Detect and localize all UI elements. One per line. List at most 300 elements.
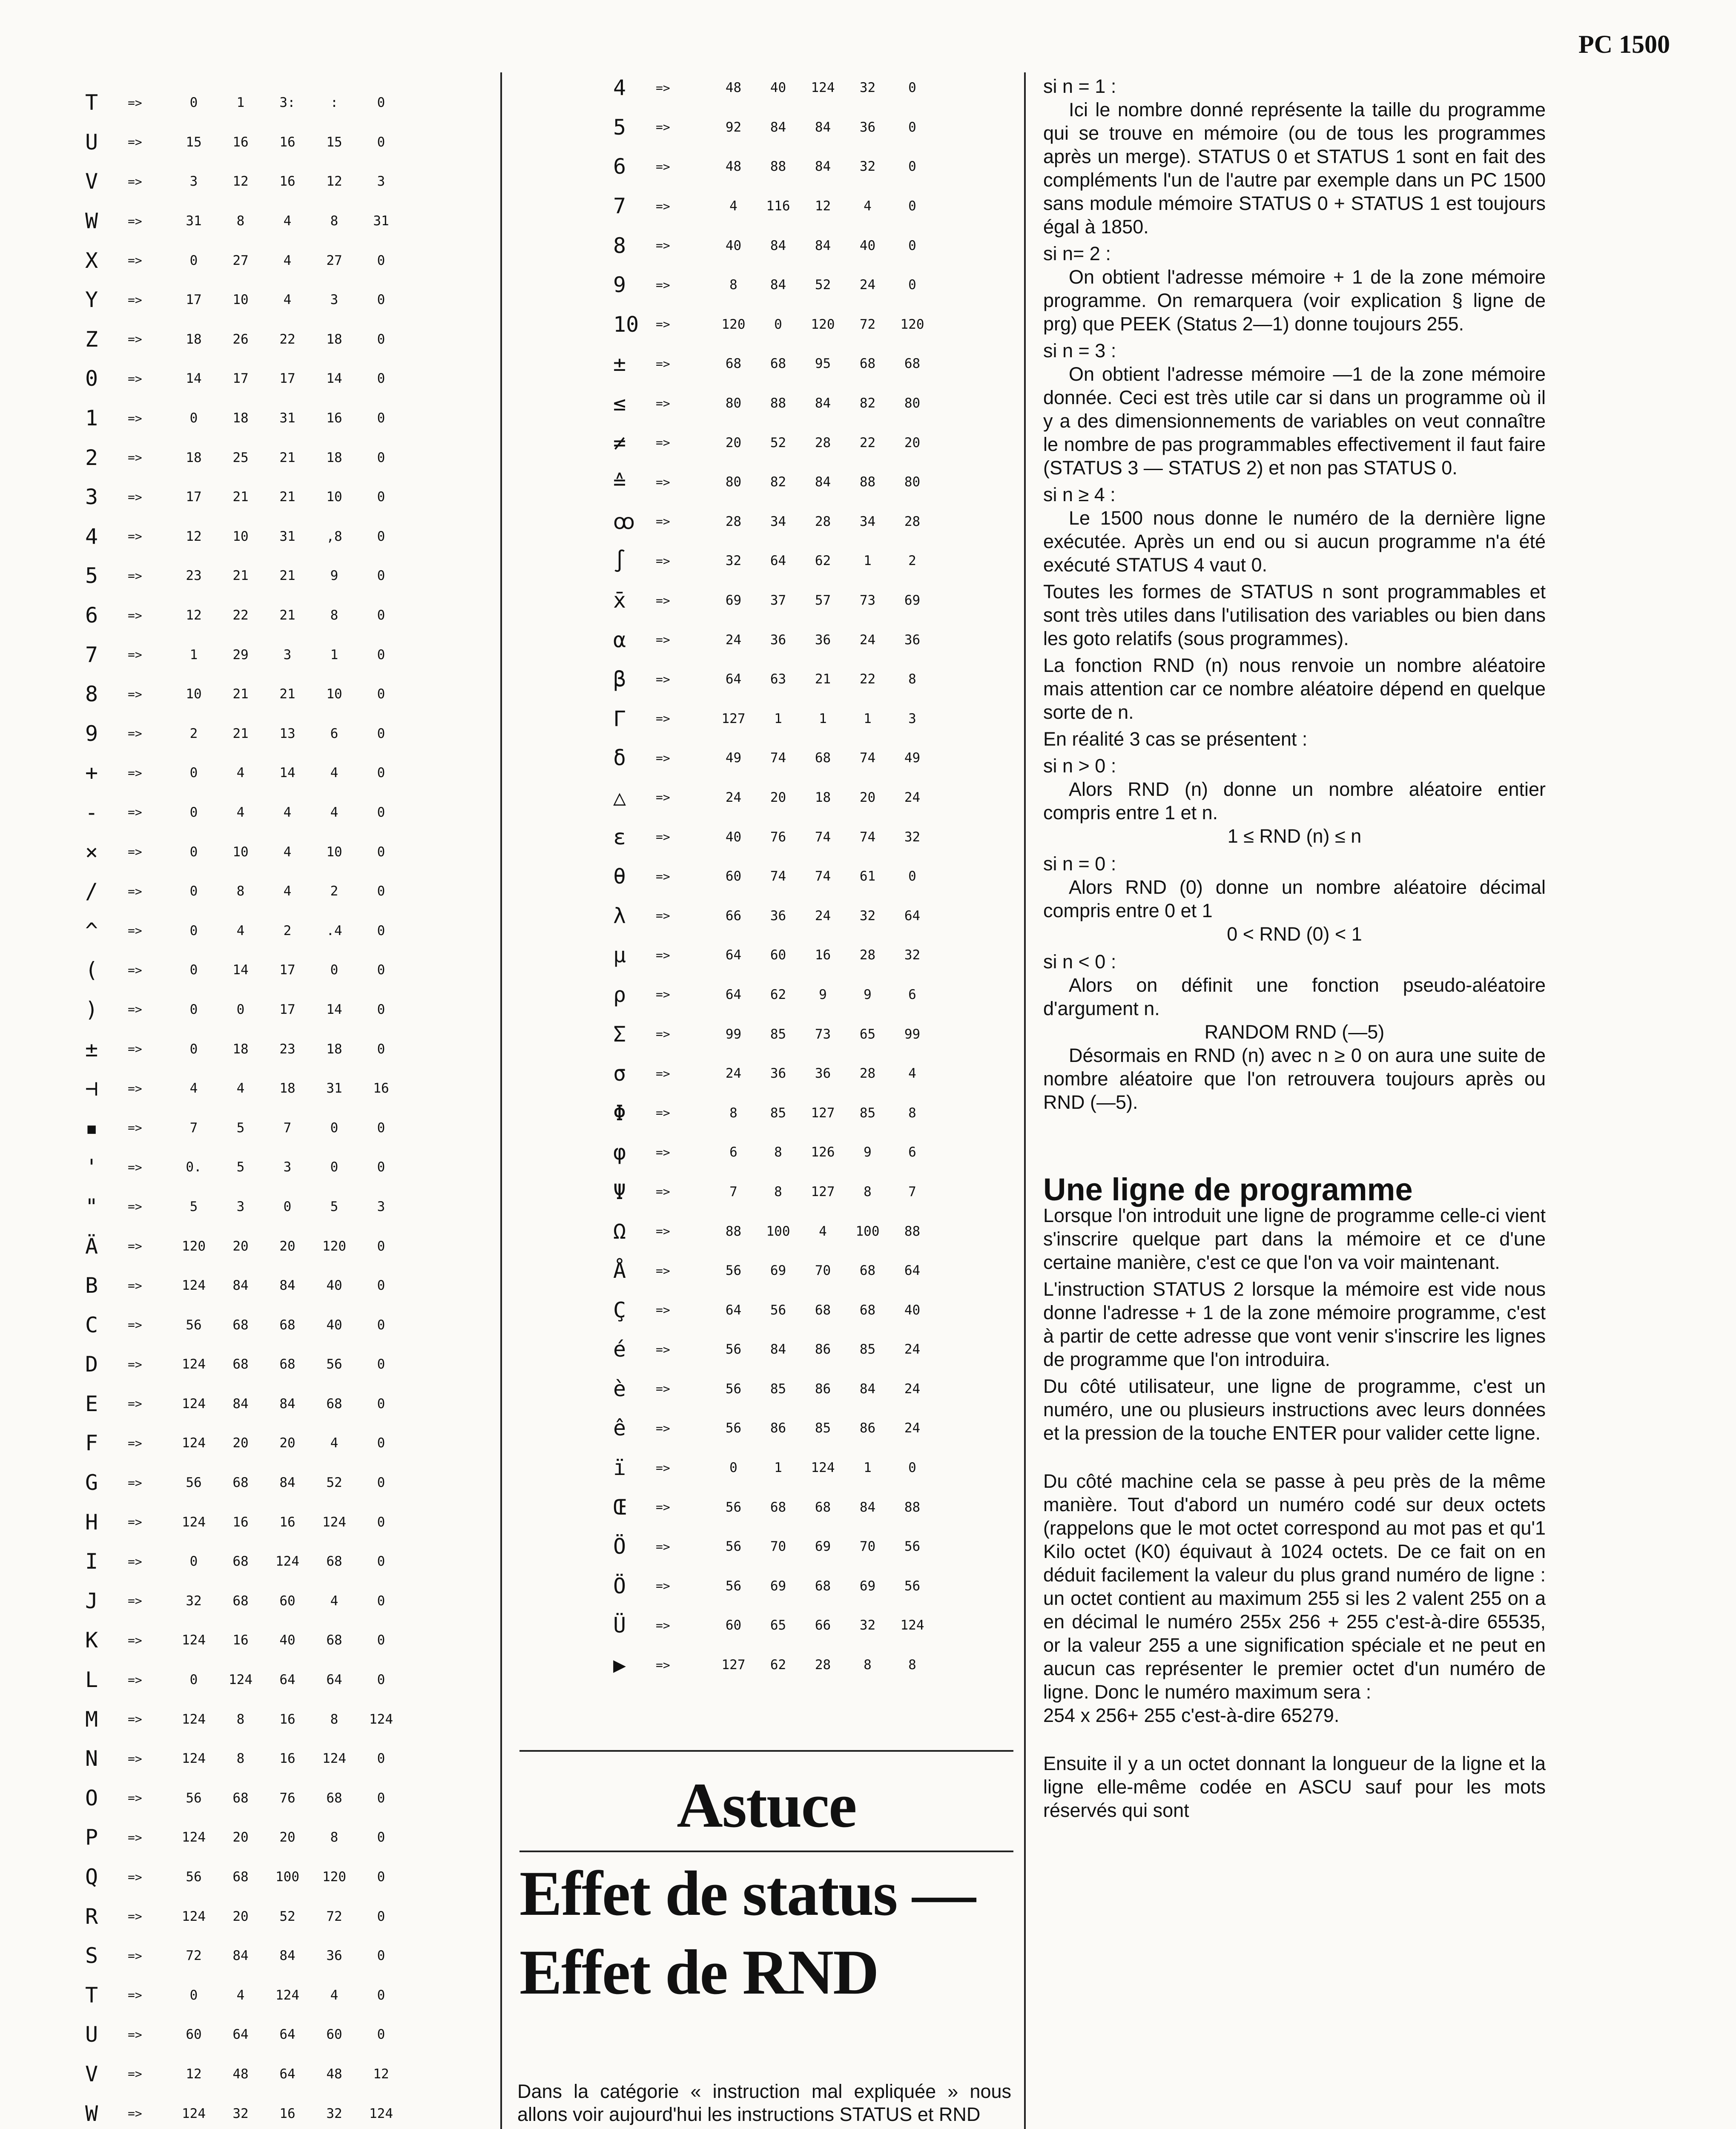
- dump-arrow: =>: [656, 790, 670, 805]
- dump-row: [85, 1029, 494, 1069]
- dump-value: 0.: [186, 1159, 202, 1175]
- dump-value: 16: [279, 174, 296, 189]
- dump-value: 28: [815, 514, 831, 529]
- formula: 1 ≤ RND (n) ≤ n: [1227, 825, 1362, 847]
- dump-char: C: [85, 1312, 98, 1337]
- dump-value: 0: [908, 80, 916, 96]
- dump-value: 0: [908, 238, 916, 253]
- dump-arrow: =>: [128, 1673, 142, 1687]
- dump-value: 84: [279, 1278, 296, 1294]
- dump-value: 66: [815, 1618, 831, 1633]
- dump-value: 80: [904, 396, 921, 411]
- dump-arrow: =>: [128, 1909, 142, 1924]
- dump-value: 68: [904, 356, 921, 372]
- dump-value: 0: [377, 292, 385, 308]
- dump-value: 127: [811, 1105, 835, 1121]
- dump-value: 0: [377, 1672, 385, 1688]
- dump-value: 84: [279, 1475, 296, 1491]
- dump-arrow: =>: [128, 490, 142, 504]
- dump-value: 7: [189, 1120, 198, 1136]
- case-body: On obtient l'adresse mémoire + 1 de la zone mémoire programme. On remarquera (voir explication § ligne de prg) que PEEK (Status 2—1) donne toujours 255.: [1043, 266, 1546, 335]
- dump-value: 68: [815, 1499, 831, 1515]
- dump-value: 10: [326, 686, 342, 702]
- dump-row: [85, 1108, 494, 1148]
- dump-char: ≠: [613, 430, 626, 455]
- dump-row: [85, 832, 494, 872]
- dump-value: 40: [904, 1302, 921, 1318]
- case-body: Alors on définit une fonction pseudo-aléatoire d'argument n.: [1043, 974, 1546, 1019]
- dump-value: 12: [326, 174, 342, 189]
- dump-value: 10: [232, 292, 249, 308]
- dump-value: 4: [236, 923, 245, 938]
- dump-value: 10: [326, 844, 342, 860]
- dump-value: 8: [236, 213, 245, 229]
- dump-value: 127: [811, 1184, 835, 1199]
- dump-value: 36: [770, 1066, 786, 1082]
- dump-char: ≙: [613, 470, 626, 495]
- dump-value: 86: [815, 1342, 831, 1357]
- dump-value: 84: [859, 1499, 876, 1515]
- dump-value: 68: [859, 356, 876, 372]
- dump-value: 17: [186, 292, 202, 308]
- dump-value: 84: [815, 474, 831, 490]
- dump-value: 0: [377, 844, 385, 860]
- dump-arrow: =>: [656, 80, 670, 95]
- dump-value: 37: [770, 593, 786, 608]
- dump-row: [85, 241, 494, 280]
- dump-value: 8: [236, 1711, 245, 1727]
- case-head: si n = 1 :: [1043, 75, 1116, 97]
- dump-arrow: =>: [128, 687, 142, 701]
- dump-row: [85, 1148, 494, 1187]
- dump-value: 29: [232, 647, 249, 663]
- dump-value: 127: [721, 711, 746, 726]
- dump-value: 88: [904, 1499, 921, 1515]
- dump-char: L: [85, 1667, 98, 1693]
- dump-value: 72: [859, 316, 876, 332]
- dump-value: 65: [770, 1618, 786, 1633]
- dump-arrow: =>: [656, 1224, 670, 1239]
- article-title-line2: Effet de RND: [519, 1937, 878, 2008]
- dump-arrow: =>: [128, 253, 142, 268]
- dump-arrow: =>: [656, 1579, 670, 1593]
- dump-value: 8: [774, 1145, 782, 1160]
- dump-value: 6: [330, 726, 339, 741]
- dump-value: 64: [279, 1672, 296, 1688]
- dump-row: [613, 581, 937, 620]
- dump-value: 36: [770, 632, 786, 648]
- dump-value: 1: [774, 711, 782, 726]
- dump-value: 7: [283, 1120, 292, 1136]
- dump-value: 68: [770, 356, 786, 372]
- dump-row: [613, 187, 937, 226]
- dump-value: 56: [725, 1578, 742, 1594]
- dump-arrow: =>: [128, 924, 142, 938]
- dump-row: [85, 399, 494, 438]
- dump-char: O: [85, 1785, 98, 1811]
- dump-arrow: =>: [128, 2067, 142, 2081]
- dump-value: 0: [377, 1751, 385, 1767]
- dump-value: 0: [908, 198, 916, 214]
- dump-row: [85, 793, 494, 832]
- dump-value: 84: [770, 238, 786, 253]
- dump-value: 69: [815, 1539, 831, 1555]
- dump-char: D: [85, 1352, 98, 1377]
- dump-arrow: =>: [128, 1515, 142, 1529]
- dump-arrow: =>: [128, 214, 142, 228]
- dump-value: 124: [182, 1633, 206, 1648]
- dump-value: 12: [373, 2066, 389, 2082]
- intro-paragraph: Dans la catégorie « instruction mal expliquée » nous allons voir aujourd'hui les instructions STATUS et RND: [517, 2080, 1011, 2125]
- dump-value: 0: [377, 371, 385, 387]
- dump-value: 0: [377, 1514, 385, 1530]
- dump-char: 4: [613, 75, 626, 100]
- dump-row: [85, 1857, 494, 1897]
- dump-row: [85, 990, 494, 1030]
- dump-row: [85, 1463, 494, 1503]
- dump-value: 69: [859, 1578, 876, 1594]
- dump-arrow: =>: [128, 1870, 142, 1884]
- dump-value: 3: [283, 1159, 292, 1175]
- dump-value: 20: [279, 1238, 296, 1254]
- dump-value: 88: [859, 474, 876, 490]
- dump-value: 20: [232, 1908, 249, 1924]
- dump-value: 16: [279, 1514, 296, 1530]
- dump-char: 5: [85, 563, 98, 588]
- dump-row: [613, 1645, 937, 1685]
- dump-value: 56: [725, 1263, 742, 1279]
- dump-value: 4: [819, 1223, 827, 1239]
- dump-value: 23: [186, 568, 202, 584]
- dump-value: 24: [904, 1420, 921, 1436]
- dump-row: [85, 1976, 494, 2015]
- dump-arrow: =>: [128, 1081, 142, 1096]
- dump-value: 56: [725, 1539, 742, 1555]
- dump-value: 1: [236, 95, 245, 111]
- dump-value: 1: [330, 647, 339, 663]
- dump-value: 8: [330, 1711, 339, 1727]
- dump-arrow: =>: [128, 1475, 142, 1490]
- dump-value: 0: [377, 1475, 385, 1491]
- dump-row: [613, 778, 937, 818]
- dump-value: 18: [279, 1081, 296, 1096]
- dump-char: Ö: [613, 1573, 626, 1598]
- dump-arrow: =>: [656, 1185, 670, 1199]
- dump-value: 68: [232, 1554, 249, 1569]
- dump-value: 84: [770, 119, 786, 135]
- article-heading: [519, 1750, 1013, 2010]
- dump-row: [85, 1502, 494, 1542]
- heading-rule-top: [519, 1750, 1013, 1752]
- dump-row: [85, 1226, 494, 1266]
- dump-char: -: [85, 800, 98, 825]
- dump-value: 0: [377, 1908, 385, 1924]
- dump-value: 124: [182, 2106, 206, 2121]
- dump-arrow: =>: [128, 1554, 142, 1569]
- dump-row: [85, 517, 494, 557]
- dump-value: 0: [377, 331, 385, 347]
- dump-row: [85, 596, 494, 635]
- dump-value: 124: [182, 1396, 206, 1412]
- dump-value: 64: [232, 2027, 249, 2043]
- dump-value: 85: [770, 1026, 786, 1042]
- dump-value: 68: [279, 1317, 296, 1333]
- dump-value: 69: [770, 1263, 786, 1279]
- dump-value: 16: [232, 1514, 249, 1530]
- dump-value: 32: [326, 2106, 342, 2121]
- case-head: si n = 0 :: [1043, 853, 1116, 875]
- dump-value: 0: [377, 1987, 385, 2003]
- dump-row: [613, 68, 937, 108]
- dump-value: 4: [908, 1066, 916, 1082]
- dump-char: 10: [613, 312, 639, 337]
- case-head: si n > 0 :: [1043, 755, 1116, 777]
- dump-value: 4: [236, 1987, 245, 2003]
- dump-value: 63: [770, 671, 786, 687]
- dump-arrow: =>: [128, 1042, 142, 1056]
- dump-value: 4: [189, 1081, 198, 1096]
- dump-value: 68: [326, 1554, 342, 1569]
- dump-arrow: =>: [128, 1948, 142, 1963]
- dump-value: 18: [815, 789, 831, 805]
- dump-value: 10: [232, 528, 249, 544]
- dump-value: 120: [811, 316, 835, 332]
- dump-arrow: =>: [128, 332, 142, 347]
- dump-arrow: =>: [128, 1160, 142, 1174]
- dump-value: 68: [326, 1790, 342, 1806]
- dump-char: Y: [85, 287, 98, 313]
- dump-value: 74: [859, 750, 876, 766]
- dump-value: 25: [232, 450, 249, 465]
- dump-row: [613, 1369, 937, 1409]
- dump-row: [85, 162, 494, 201]
- dump-value: 20: [232, 1238, 249, 1254]
- dump-value: 8: [908, 1657, 916, 1673]
- dump-arrow: =>: [128, 726, 142, 741]
- dump-arrow: =>: [128, 648, 142, 662]
- dump-value: 84: [770, 277, 786, 293]
- dump-char: 9: [613, 273, 626, 298]
- dump-value: 0: [774, 316, 782, 332]
- dump-value: 95: [815, 356, 831, 372]
- dump-value: 0: [908, 277, 916, 293]
- dump-char: ρ: [613, 982, 626, 1007]
- dump-arrow: =>: [656, 1539, 670, 1554]
- dump-value: 31: [326, 1081, 342, 1096]
- dump-row: [85, 1818, 494, 1857]
- dump-value: 0: [377, 568, 385, 584]
- dump-value: 20: [904, 435, 921, 450]
- dump-arrow: =>: [656, 1066, 670, 1081]
- article-intro: [517, 2080, 1011, 2129]
- dump-value: 88: [725, 1223, 742, 1239]
- dump-arrow: =>: [656, 396, 670, 410]
- dump-value: 0: [189, 1001, 198, 1017]
- dump-value: 57: [815, 593, 831, 608]
- dump-value: 32: [904, 947, 921, 963]
- dump-row: [613, 975, 937, 1015]
- dump-arrow: =>: [656, 554, 670, 568]
- dump-char: P: [85, 1825, 98, 1850]
- dump-value: 127: [721, 1657, 746, 1673]
- dump-row: [613, 620, 937, 660]
- dump-row: [613, 1527, 937, 1567]
- dump-char: V: [85, 2061, 98, 2086]
- dump-value: 120: [182, 1238, 206, 1254]
- dump-value: 124: [182, 1357, 206, 1372]
- dump-value: 21: [279, 450, 296, 465]
- dump-value: 0: [377, 1238, 385, 1254]
- dump-value: 3: [330, 292, 339, 308]
- dump-value: 20: [770, 789, 786, 805]
- dump-value: 0: [189, 252, 198, 268]
- dump-value: 85: [815, 1420, 831, 1436]
- dump-row: [613, 1330, 937, 1369]
- dump-row: [85, 1897, 494, 1936]
- dump-value: 68: [232, 1790, 249, 1806]
- dump-value: 68: [859, 1302, 876, 1318]
- dump-value: 84: [232, 1278, 249, 1294]
- dump-char: Ä: [85, 1234, 98, 1259]
- dump-row: [85, 320, 494, 359]
- dump-value: 24: [859, 277, 876, 293]
- dump-value: 68: [859, 1263, 876, 1279]
- dump-char: Q: [85, 1865, 98, 1890]
- dump-char: α: [613, 627, 626, 652]
- dump-value: 124: [182, 1278, 206, 1294]
- dump-value: 16: [373, 1081, 389, 1096]
- dump-value: 17: [279, 1001, 296, 1017]
- dump-row: [85, 911, 494, 950]
- dump-row: [85, 2094, 494, 2129]
- dump-arrow: =>: [128, 1751, 142, 1766]
- dump-value: 124: [182, 1711, 206, 1727]
- dump-char: Ψ: [613, 1179, 626, 1204]
- dump-char: ê: [613, 1416, 626, 1441]
- dump-arrow: =>: [128, 1712, 142, 1727]
- dump-value: 49: [725, 750, 742, 766]
- dump-row: [85, 1936, 494, 1976]
- dump-value: 20: [232, 1830, 249, 1845]
- dump-value: 24: [725, 632, 742, 648]
- dump-value: 4: [236, 765, 245, 781]
- dump-value: 74: [770, 869, 786, 884]
- dump-row: [613, 305, 937, 344]
- dump-value: 8: [330, 1830, 339, 1845]
- dump-value: 5: [189, 1199, 198, 1214]
- dump-value: 24: [725, 789, 742, 805]
- dump-char: U: [85, 129, 98, 155]
- dump-row: [613, 1014, 937, 1054]
- dump-value: 9: [819, 987, 827, 1002]
- dump-value: 17: [279, 962, 296, 978]
- dump-value: 21: [279, 686, 296, 702]
- column-rule-1: [500, 72, 502, 2129]
- dump-arrow: =>: [656, 948, 670, 962]
- dump-arrow: =>: [656, 909, 670, 923]
- dump-row: [613, 1290, 937, 1330]
- spacer: [1043, 1448, 1546, 1469]
- dump-value: 86: [815, 1381, 831, 1397]
- case-body: Alors RND (0) donne un nombre aléatoire décimal compris entre 0 et 1: [1043, 876, 1546, 921]
- dump-value: 9: [864, 1145, 872, 1160]
- dump-row: [85, 201, 494, 241]
- dump-value: 72: [326, 1908, 342, 1924]
- dump-row: [85, 950, 494, 990]
- dump-value: 22: [859, 671, 876, 687]
- dump-value: 0: [377, 884, 385, 899]
- dump-value: 68: [232, 1357, 249, 1372]
- case-head: si n= 2 :: [1043, 243, 1111, 264]
- dump-char: Φ: [613, 1100, 626, 1125]
- dump-value: 70: [815, 1263, 831, 1279]
- dump-arrow: =>: [656, 1263, 670, 1278]
- dump-value: 88: [770, 396, 786, 411]
- dump-value: 12: [186, 528, 202, 544]
- dump-arrow: =>: [128, 568, 142, 583]
- case-body: On obtient l'adresse mémoire —1 de la zone mémoire donnée. Ceci est très utile car si dans un programme où il y a des dimensionnements de variables on veut connaître le nombre de pas programmables effectivement il faut faire (STATUS 3 — STATUS 2) et non pas STATUS 0.: [1043, 363, 1546, 479]
- dump-value: 15: [326, 134, 342, 150]
- dump-value: 8: [774, 1184, 782, 1199]
- dump-value: 64: [725, 987, 742, 1002]
- dump-value: 60: [725, 1618, 742, 1633]
- dump-arrow: =>: [128, 963, 142, 977]
- case-head: si n < 0 :: [1043, 951, 1116, 973]
- dump-char: ï: [613, 1455, 626, 1481]
- dump-char: ^: [85, 918, 98, 943]
- dump-value: 17: [186, 489, 202, 505]
- dump-arrow: =>: [656, 1460, 670, 1475]
- dump-value: 15: [186, 134, 202, 150]
- dump-char: 9: [85, 721, 98, 746]
- dump-row: [85, 1345, 494, 1384]
- dump-row: [613, 1211, 937, 1251]
- dump-value: 0: [729, 1460, 737, 1476]
- dump-value: 85: [770, 1105, 786, 1121]
- dump-value: .4: [326, 923, 342, 938]
- dump-arrow: =>: [656, 278, 670, 292]
- dump-char: 7: [85, 642, 98, 667]
- dump-row: [85, 1660, 494, 1700]
- dump-value: 31: [373, 213, 389, 229]
- dump-char: M: [85, 1707, 98, 1732]
- dump-arrow: =>: [656, 672, 670, 686]
- dump-value: 0: [377, 489, 385, 505]
- dump-row: [613, 265, 937, 305]
- dump-value: 0: [377, 1948, 385, 1964]
- dump-value: 68: [326, 1396, 342, 1412]
- dump-arrow: =>: [128, 2106, 142, 2121]
- dump-value: 52: [326, 1475, 342, 1491]
- dump-arrow: =>: [128, 174, 142, 189]
- dump-value: 64: [770, 553, 786, 569]
- dump-char: G: [85, 1470, 98, 1495]
- dump-arrow: =>: [128, 1594, 142, 1608]
- dump-value: 84: [770, 1342, 786, 1357]
- dump-row: [85, 1305, 494, 1345]
- dump-value: 20: [859, 789, 876, 805]
- dump-row: [85, 1266, 494, 1306]
- dump-value: 124: [900, 1618, 924, 1633]
- dump-arrow: =>: [128, 1397, 142, 1411]
- dump-value: 22: [279, 331, 296, 347]
- paragraph: Ensuite il y a un octet donnant la longueur de la ligne et la ligne elle-même codée en ASCU sauf pour les mots réservés qui sont: [1043, 1753, 1546, 1821]
- dump-value: 0: [377, 1790, 385, 1806]
- dump-value: 0: [377, 1120, 385, 1136]
- dump-row: [85, 674, 494, 714]
- dump-value: 99: [725, 1026, 742, 1042]
- dump-row: [85, 872, 494, 911]
